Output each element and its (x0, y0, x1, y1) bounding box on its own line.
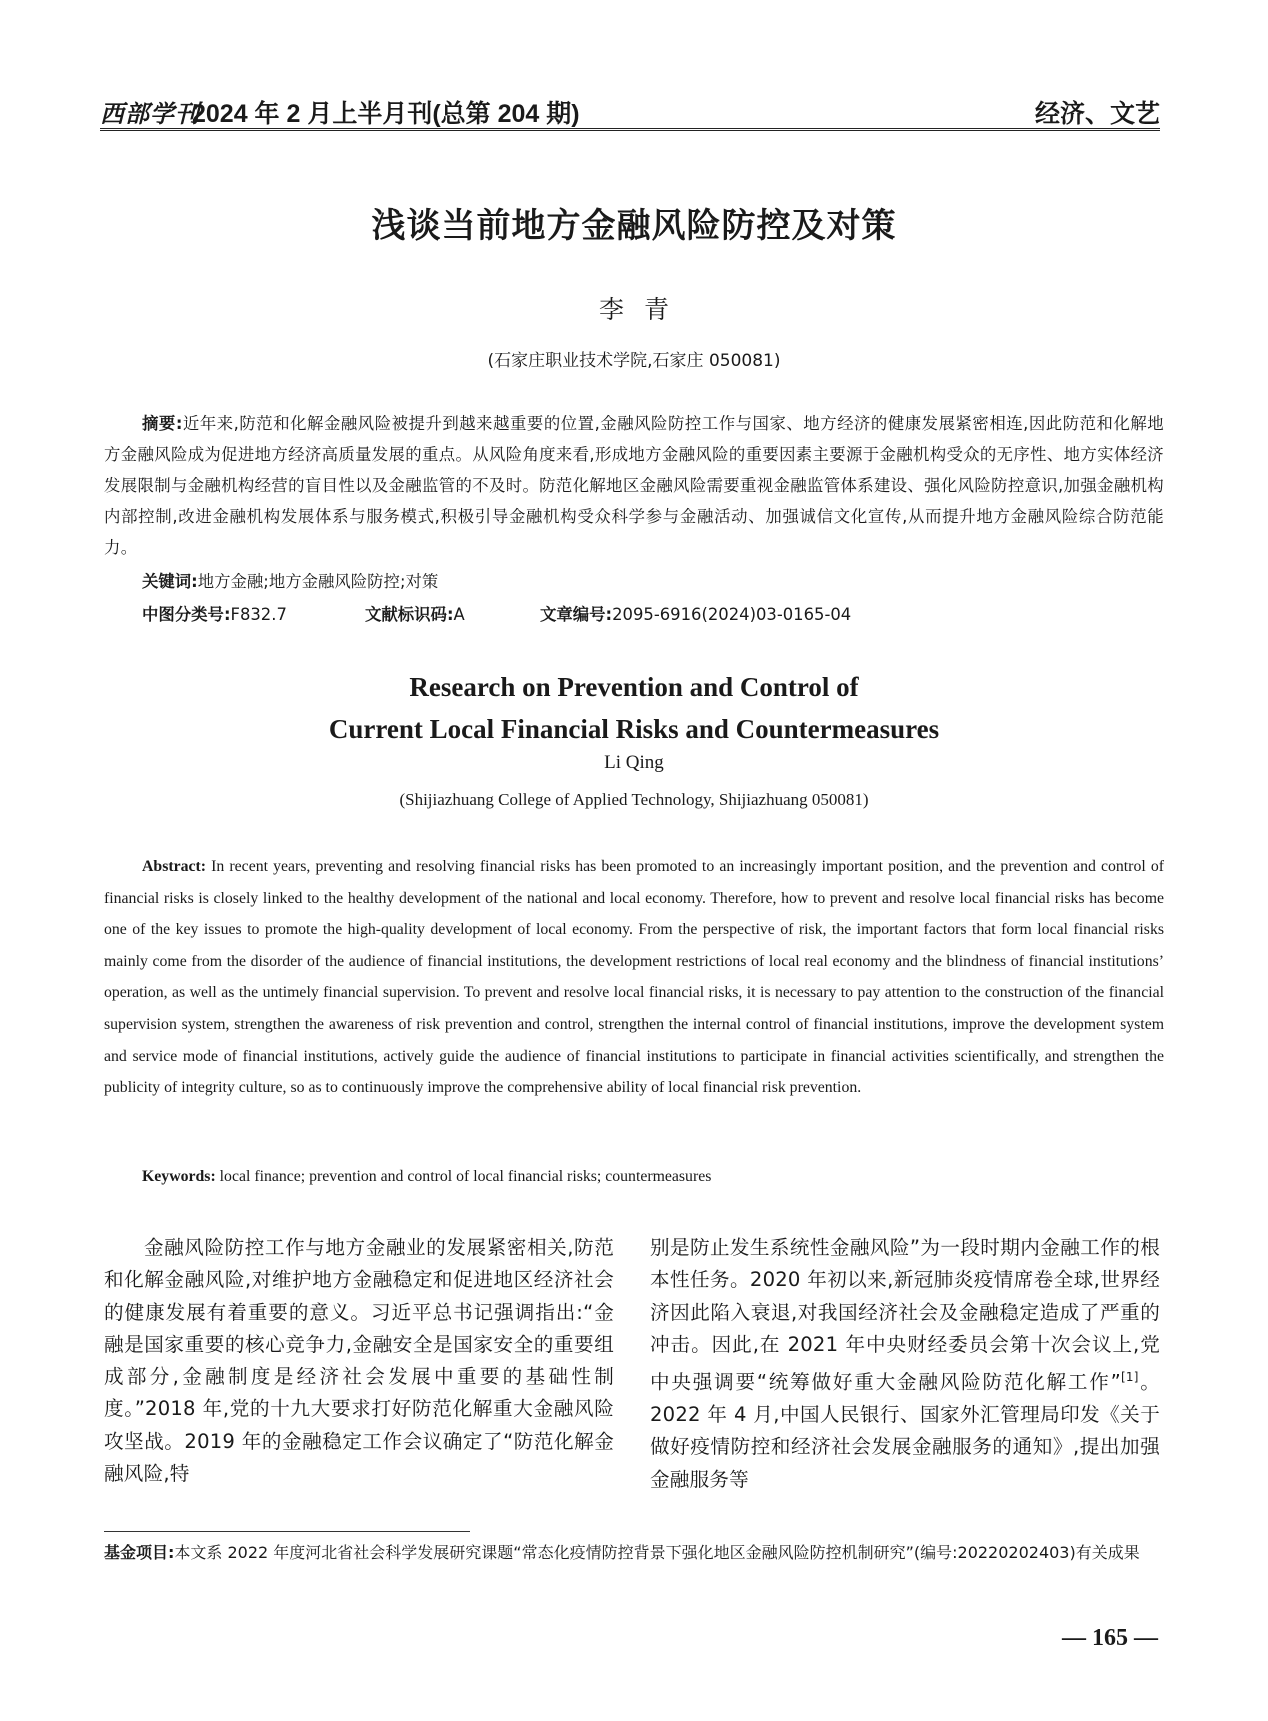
article-title-cn: 浅谈当前地方金融风险防控及对策 (371, 206, 897, 246)
keywords-en-text: local finance; prevention and control of local financial risks; countermeasures (215, 1168, 712, 1185)
abstract-en-text: In recent years, preventing and resolving financial risks has been promoted to an increasingly important position, and the prevention and control of financial risks is closely linked to the healthy development of the national and local economy. Therefore, how to prevent and resolve local financial risks has become one of the key issues to promote the high-quality development of local economy. From the perspective of risk, the important factors that form local financial risks mainly come from the disorder of the audience of financial institutions, the development restrictions of local real economy and the blindness of financial institutions’ operation, as well as the untimely financial supervision. To prevent and resolve local financial risks, it is necessary to pay attention to the construction of the financial supervision system, strengthen the awareness of risk prevention and control, strengthen the internal control of financial institutions, improve the development system and service mode of financial institutions, actively guide the audience of financial institutions to participate in financial activities scientifically, and strengthen the publicity of integrity culture, so as to continuously improve the comprehensive ability of local financial risk prevention. (104, 858, 1164, 1097)
article-number (540, 601, 851, 625)
footnote-text: 本文系 2022 年度河北省社会科学发展研究课题“常态化疫情防控背景下强化地区金融风险防控机制研究”(编号:20220202403)有关成果 (174, 1543, 1140, 1562)
keywords-en-label: Keywords: (142, 1168, 216, 1185)
body-left-column: 金融风险防控工作与地方金融业的发展紧密相关,防范和化解金融风险,对维护地方金融稳定和促进地区经济社会的健康发展有着重要的意义。习近平总书记强调指出:“金融是国家重要的核心竞争力,金融安全是国家安全的重要组成部分,金融制度是经济社会发展中重要的基础性制度。”2018 年,党的十九大要求打好防范化解重大金融风险攻坚战。2019 年的金融稳定工作会议确定了“防范化解金融风险,特 (104, 1236, 614, 1486)
affiliation-en: (Shijiazhuang College of Applied Technology, Shijiazhuang 050081) (399, 790, 869, 809)
clc-number (142, 601, 287, 625)
abstract-cn (104, 408, 1164, 563)
author-name-en: Li Qing (604, 752, 664, 773)
title-en-line-2: Current Local Financial Risks and Countermeasures (328, 714, 940, 744)
affiliation-cn: (石家庄职业技术学院,石家庄 050081) (487, 351, 781, 371)
abstract-en-label: Abstract: (142, 858, 207, 875)
clc-label: 中图分类号: (142, 605, 231, 624)
abstract-cn-label: 摘要: (142, 414, 183, 433)
article-number-value: 2095-6916(2024)03-0165-04 (612, 605, 852, 624)
issue-info: 2024 年 2 月上半月刊(总第 204 期) (192, 100, 580, 128)
page-number: — 165 — (1062, 1625, 1158, 1651)
body-right-column (650, 1232, 1160, 1496)
body-right-text-1: 别是防止发生系统性金融风险”为一段时期内金融工作的根本性任务。2020 年初以来,新冠肺炎疫情席卷全球,世界经济因此陷入衰退,对我国经济社会及金融稳定造成了严重的冲击。因此,在 2021 年中央财经委员会第十次会议上,党中央强调要“统筹做好重大金融风险防范化解工作” (650, 1236, 1160, 1394)
article-number-label: 文章编号: (540, 605, 613, 624)
doc-code-label: 文献标识码: (365, 605, 454, 624)
title-en-line-1: Research on Prevention and Control of (409, 672, 859, 702)
keywords-cn-label: 关键词: (142, 572, 198, 591)
keywords-cn-text: 地方金融;地方金融风险防控;对策 (197, 572, 439, 591)
keywords-cn (142, 568, 438, 592)
keywords-en (142, 1168, 711, 1186)
doc-code (365, 601, 465, 625)
citation-ref: [1] (1121, 1370, 1139, 1385)
abstract-cn-text: 近年来,防范和化解金融风险被提升到越来越重要的位置,金融风险防控工作与国家、地方经济的健康发展紧密相连,因此防范和化解地方金融风险成为促进地方经济高质量发展的重点。从风险角度来看,形成地方金融风险的重要因素主要源于金融机构受众的无序性、地方实体经济发展限制与金融机构经营的盲目性以及金融监管的不及时。防范化解地区金融风险需要重视金融监管体系建设、强化风险防控意识,加强金融机构内部控制,改进金融机构发展体系与服务模式,积极引导金融机构受众科学参与金融活动、加强诚信文化宣传,从而提升地方金融风险综合防范能力。 (104, 414, 1164, 557)
header-rule (100, 128, 1160, 131)
running-header (100, 86, 1160, 126)
funding-footnote (104, 1538, 1164, 1567)
doc-code-value: A (453, 605, 465, 624)
classification-row (142, 601, 1042, 625)
journal-logo: 西部学刊 (100, 99, 200, 128)
footnote-rule (104, 1531, 470, 1532)
article-title-en (0, 666, 1268, 750)
body-right-text-2: 。2022 年 4 月,中国人民银行、国家外汇管理局印发《关于做好疫情防控和经济社会发展金融服务的通知》,提出加强金融服务等 (650, 1370, 1160, 1491)
clc-value: F832.7 (230, 605, 287, 624)
author-name-cn: 李青 (598, 295, 689, 324)
abstract-en (104, 851, 1164, 1104)
footnote-label: 基金项目: (104, 1543, 175, 1562)
section-label: 经济、文艺 (1034, 100, 1160, 128)
